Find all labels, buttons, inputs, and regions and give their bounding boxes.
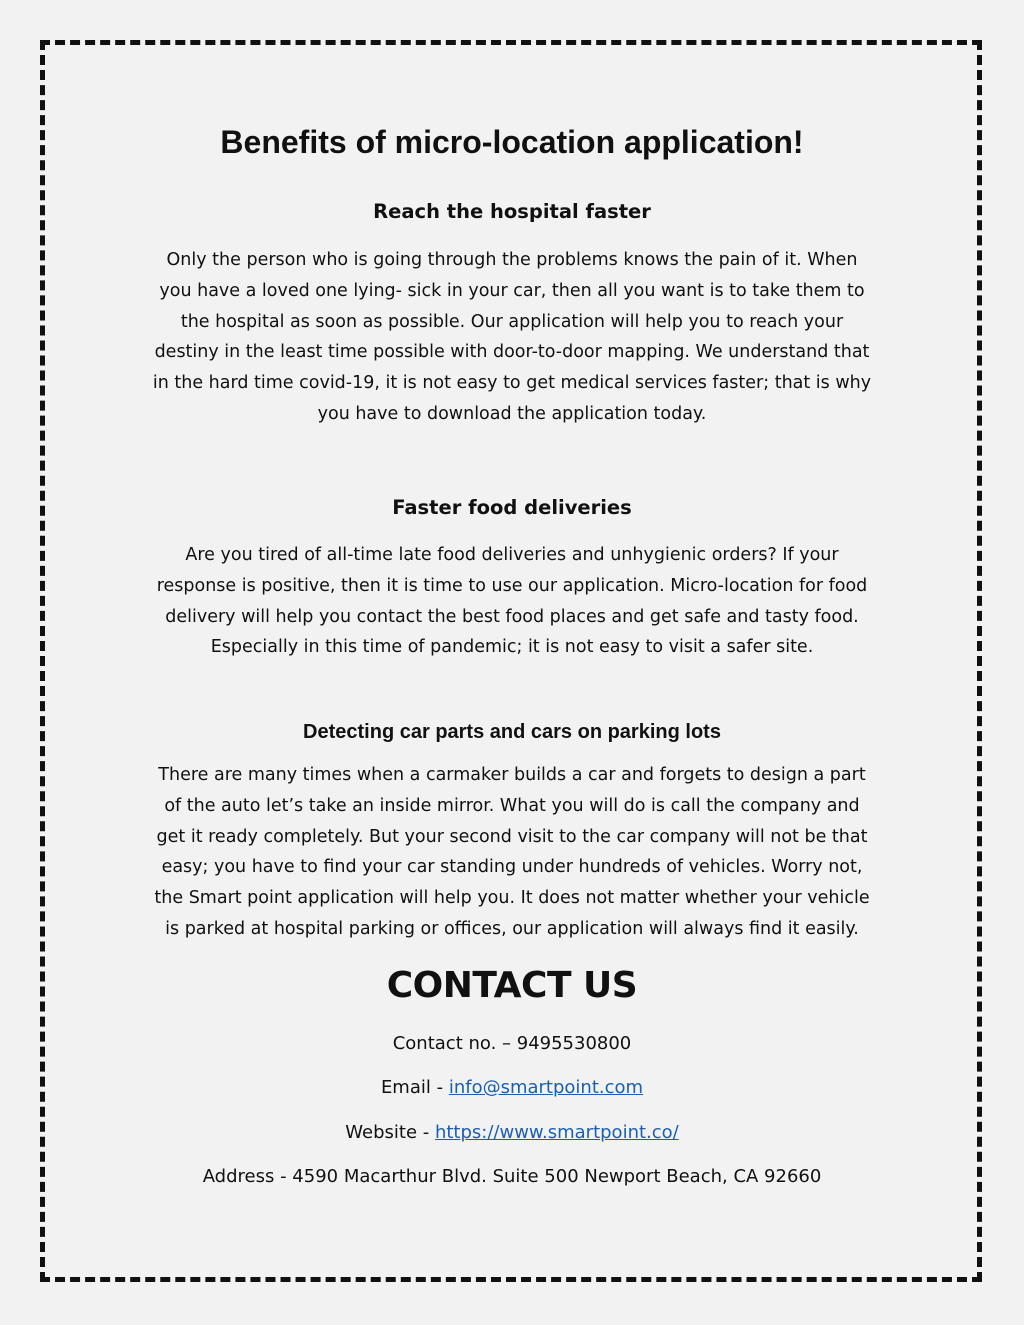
body-line: destiny in the least time possible with door-to-door mapping. We understand that xyxy=(154,342,870,363)
body-line: the Smart point application will help you. It does not matter whether your vehicle xyxy=(154,888,870,909)
contact-address: Address - 4590 Macarthur Blvd. Suite 500 Newport Beach, CA 92660 xyxy=(202,1166,822,1187)
body-line: Are you tired of all-time late food deliveries and unhygienic orders? If your xyxy=(185,545,839,565)
body-line: response is positive, then it is time to use our application. Micro-location for food xyxy=(156,575,868,596)
section-heading-hospital: Reach the hospital faster xyxy=(373,200,651,223)
section-body-hospital xyxy=(112,245,912,430)
website-link[interactable]: https://www.smartpoint.co/ xyxy=(434,1122,679,1143)
page-title: Benefits of micro-location application! xyxy=(220,124,804,160)
contact-website-line xyxy=(100,1120,924,1146)
section-body-food xyxy=(112,540,912,663)
body-line: easy; you have to find your car standing under hundreds of vehicles. Worry not, xyxy=(161,857,863,878)
body-line: is parked at hospital parking or offices, our application will always find it easily. xyxy=(165,918,859,939)
section-heading-food: Faster food deliveries xyxy=(392,496,632,519)
body-line: you have to download the application today. xyxy=(317,403,707,424)
contact-phone: Contact no. – 9495530800 xyxy=(392,1033,632,1054)
contact-title: CONTACT US xyxy=(386,965,638,1006)
contact-email-line xyxy=(100,1075,924,1101)
body-line: of the auto let’s take an inside mirror. What you will do is call the company and xyxy=(164,795,860,816)
body-line: get it ready completely. But your second visit to the car company will not be that xyxy=(156,826,868,847)
email-link[interactable]: info@smartpoint.com xyxy=(448,1077,644,1098)
body-line: There are many times when a carmaker builds a car and forgets to design a part xyxy=(158,765,866,785)
body-line: delivery will help you contact the best food places and get safe and tasty food. xyxy=(165,606,859,627)
body-line: you have a loved one lying- sick in your car, then all you want is to take them to xyxy=(159,280,865,301)
body-line: Only the person who is going through the problems knows the pain of it. When xyxy=(166,250,858,270)
body-line: in the hard time covid-19, it is not easy to get medical services faster; that is why xyxy=(152,373,872,394)
website-label: Website - xyxy=(345,1122,435,1143)
section-heading-parking: Detecting car parts and cars on parking lots xyxy=(303,721,721,743)
body-line: Especially in this time of pandemic; it is not easy to visit a safer site. xyxy=(210,637,814,658)
section-body-parking xyxy=(112,760,912,945)
email-label: Email - xyxy=(380,1077,449,1098)
body-line: the hospital as soon as possible. Our application will help you to reach your xyxy=(180,311,844,332)
